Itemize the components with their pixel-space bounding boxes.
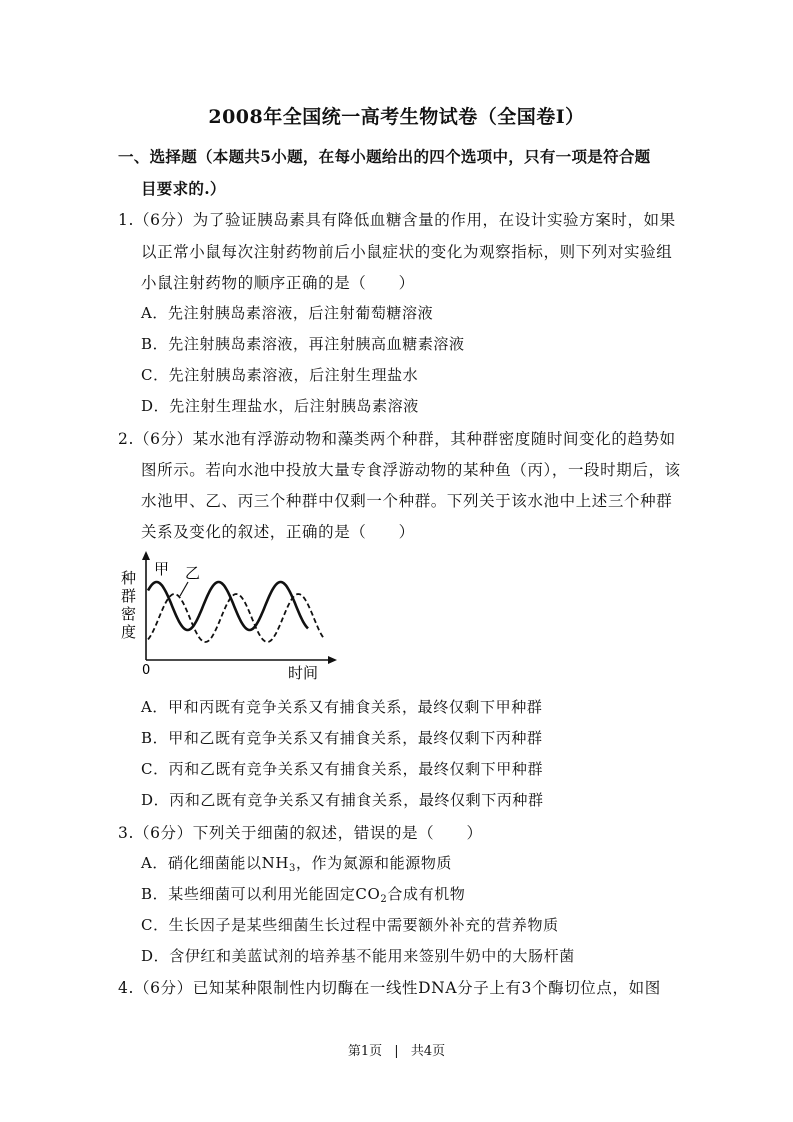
q2-stem-line3: 水池甲、乙、丙三个种群中仅剩一个种群。下列关于该水池中上述三个种群 — [141, 492, 673, 510]
y-label-char-2: 群 — [121, 587, 137, 605]
footer-separator: | — [394, 1044, 399, 1059]
series-yi-curve — [148, 594, 324, 642]
series-jia-label: 甲 — [154, 560, 170, 578]
section-heading: 一、选择题（本题共5小题，在每小题给出的四个选项中，只有一项是符合题 — [118, 147, 651, 166]
page-footer — [0, 1040, 793, 1059]
page-title: 2008年全国统一高考生物试卷（全国卷Ⅰ） — [208, 106, 585, 128]
series-yi-label: 乙 — [185, 564, 201, 582]
q1-option-a: A．先注射胰岛素溶液，后注射葡萄糖溶液 — [141, 304, 434, 322]
page-number: 第1页 — [347, 1044, 383, 1059]
q1-option-b: B．先注射胰岛素溶液，再注射胰高血糖素溶液 — [141, 335, 465, 353]
q1-stem-line2: 以正常小鼠每次注射药物前后小鼠症状的变化为观察指标，则下列对实验组 — [141, 243, 673, 261]
q1-stem-line3: 小鼠注射药物的顺序正确的是（ ） — [141, 274, 415, 292]
x-axis-arrow — [328, 656, 337, 664]
q1-option-d: D．先注射生理盐水，后注射胰岛素溶液 — [141, 397, 419, 415]
q2-option-a: A．甲和丙既有竞争关系又有捕食关系，最终仅剩下甲种群 — [141, 698, 543, 716]
population-density-figure — [118, 548, 348, 688]
page-total: 共4页 — [410, 1044, 446, 1059]
q3-option-c: C．生长因子是某些细菌生长过程中需要额外补充的营养物质 — [141, 916, 559, 934]
q2-option-d: D．丙和乙既有竞争关系又有捕食关系，最终仅剩下丙种群 — [141, 791, 544, 809]
q3-option-a: A．硝化细菌能以$NH_3$，作为氮源和能源物质 — [141, 854, 453, 874]
q3-option-b: B．某些细菌可以利用光能固定$CO_2$合成有机物 — [141, 885, 466, 905]
q1-option-c: C．先注射胰岛素溶液，后注射生理盐水 — [141, 366, 419, 384]
q3-stem: 3.（6分）下列关于细菌的叙述，错误的是（ ） — [118, 824, 483, 842]
q2-stem-line4: 关系及变化的叙述，正确的是（ ） — [141, 523, 415, 541]
q2-stem: 2.（6分）某水池有浮游动物和藻类两个种群，其种群密度随时间变化的趋势如 — [118, 430, 676, 448]
series-yi-leader — [180, 582, 188, 596]
origin-label: 0 — [142, 663, 151, 678]
q2-option-b: B．甲和乙既有竞争关系又有捕食关系，最终仅剩下丙种群 — [141, 729, 543, 747]
x-axis-label: 时间 — [288, 664, 319, 682]
q3-option-d: D．含伊红和美蓝试剂的培养基不能用来签别牛奶中的大肠杆菌 — [141, 947, 575, 965]
q4-stem: 4.（6分）已知某种限制性内切酶在一线性DNA分子上有3个酶切位点，如图 — [118, 979, 661, 997]
section-heading-cont: 目要求的.） — [141, 179, 226, 198]
q2-stem-line2: 图所示。若向水池中投放大量专食浮游动物的某种鱼（丙），一段时期后，该 — [141, 461, 681, 479]
q1-stem: 1.（6分）为了验证胰岛素具有降低血糖含量的作用，在设计实验方案时，如果 — [118, 211, 676, 229]
y-label-char-1: 种 — [121, 569, 137, 587]
y-label-char-3: 密 — [121, 605, 137, 623]
y-axis-arrow — [142, 551, 150, 560]
series-jia-curve — [148, 582, 308, 630]
y-label-char-4: 度 — [121, 623, 137, 641]
q2-option-c: C．丙和乙既有竞争关系又有捕食关系，最终仅剩下甲种群 — [141, 760, 544, 778]
